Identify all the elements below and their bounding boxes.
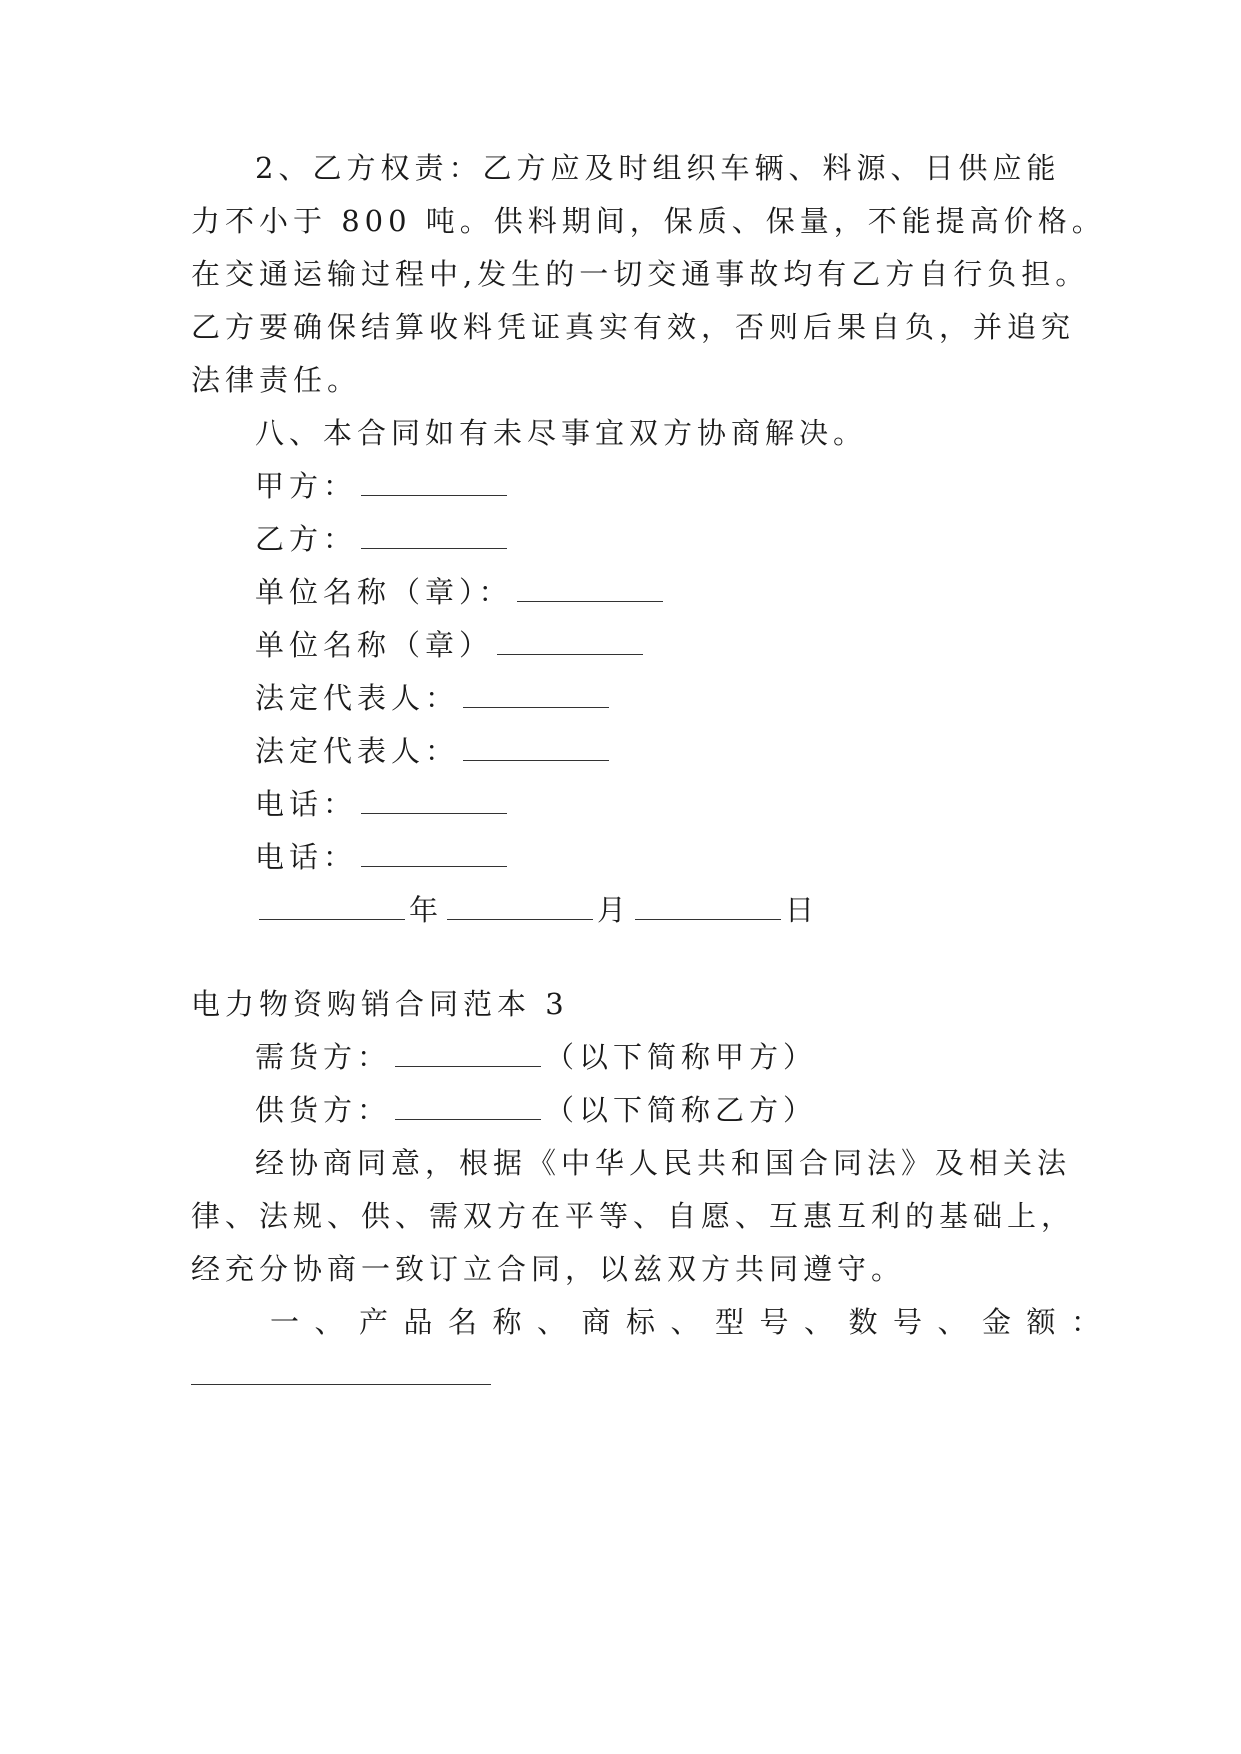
party-b-duties-line-1: 2、乙方权责：乙方应及时组织车辆、料源、日供应能 [255,151,1061,185]
party-b-signature-line [0,519,1241,559]
supplier-suffix: （以下简称乙方） [545,1093,818,1127]
party-a-signature-line [0,466,1241,506]
date-line [0,890,1241,930]
phone-label-2: 电话： [255,840,358,874]
unit-name-line-1 [0,572,1241,612]
clause-one-blank [191,1362,491,1385]
intro-line-2: 律、法规、供、需双方在平等、自愿、互惠互利的基础上， [191,1199,1076,1233]
party-a-blank [361,473,507,496]
legal-rep-blank-1 [463,685,609,708]
buyer-label: 需货方： [255,1040,392,1074]
party-b-duties-line-5: 法律责任。 [191,363,362,397]
legal-rep-blank-2 [463,738,609,761]
day-blank [635,897,781,920]
intro-line-3: 经充分协商一致订立合同，以兹双方共同遵守。 [191,1252,906,1286]
unit-name-label-2: 单位名称（章） [255,628,494,662]
legal-rep-label-1: 法定代表人： [255,681,460,715]
legal-rep-line-1 [0,678,1241,718]
clause-one-blank-line [0,1355,1241,1395]
party-b-blank [361,526,507,549]
party-b-duties-line-4: 乙方要确保结算收料凭证真实有效，否则后果自负，并追究 [191,310,1076,344]
legal-rep-label-2: 法定代表人： [255,734,460,768]
unit-name-blank-2 [497,632,643,655]
clause-eight: 八、本合同如有未尽事宜双方协商解决。 [255,416,868,450]
buyer-suffix: （以下简称甲方） [545,1040,818,1074]
party-b-duties-line-2: 力不小于 800 吨。供料期间，保质、保量，不能提高价格。 [191,204,1106,238]
month-blank [447,897,593,920]
legal-rep-line-2 [0,731,1241,771]
unit-name-blank-1 [517,579,663,602]
phone-blank-1 [361,791,507,814]
year-label: 年 [409,893,444,927]
phone-label-1: 电话： [255,787,358,821]
contract3-title: 电力物资购销合同范本 3 [191,987,569,1021]
buyer-line [0,1037,1241,1077]
party-b-label: 乙方： [255,522,358,556]
unit-name-line-2 [0,625,1241,665]
supplier-blank [395,1097,541,1120]
month-label: 月 [597,893,632,927]
phone-line-1 [0,784,1241,824]
intro-line-1: 经协商同意，根据《中华人民共和国合同法》及相关法 [255,1146,1072,1180]
phone-line-2 [0,837,1241,877]
supplier-line [0,1090,1241,1130]
buyer-blank [395,1044,541,1067]
unit-name-label-1: 单位名称（章）： [255,575,513,609]
clause-one-heading: 一、产品名称、商标、型号、数号、金额： [270,1305,1116,1339]
supplier-label: 供货方： [255,1093,392,1127]
party-b-duties-line-3: 在交通运输过程中,发生的一切交通事故均有乙方自行负担。 [191,257,1090,291]
day-label: 日 [785,893,820,927]
year-blank [259,897,405,920]
party-a-label: 甲方： [255,469,358,503]
phone-blank-2 [361,844,507,867]
